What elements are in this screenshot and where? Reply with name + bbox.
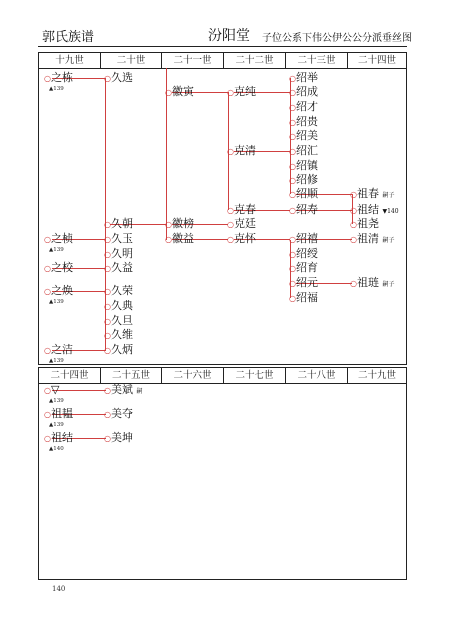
page-ref: ▲139: [49, 247, 64, 253]
person-node: ○久炳: [104, 343, 133, 356]
person-node: ○久明: [104, 247, 133, 260]
person-node: ○祖清 嗣子: [350, 232, 395, 245]
person-node: ○祖韫: [44, 407, 73, 420]
note: ▼140: [382, 208, 399, 215]
col-header-20: 二十世: [101, 53, 162, 69]
col-header-21: 二十一世: [162, 53, 224, 69]
person-node: ○克清: [227, 144, 256, 157]
person-node: ○克廷: [227, 217, 256, 230]
person-node: ○之桢: [44, 232, 73, 245]
col-header-29: 二十九世: [348, 368, 406, 384]
person-node: ○祖春 嗣子: [350, 187, 395, 200]
person-node: ○绍绶: [289, 247, 318, 260]
person-node: ○绍贵: [289, 115, 318, 128]
person-node: ○久典: [104, 299, 133, 312]
col-header-22: 二十二世: [224, 53, 286, 69]
col-header-24: 二十四世: [348, 53, 406, 69]
col-header-23: 二十三世: [286, 53, 348, 69]
page-ref: ▲139: [49, 299, 64, 305]
person-node: ○绍美: [289, 129, 318, 142]
person-node: ○徽榜: [165, 217, 194, 230]
person-node: ○绍寿: [289, 203, 318, 216]
person-node: ○克纯: [227, 85, 256, 98]
person-node: ○绍福: [289, 291, 318, 304]
person-node: ○久荣: [104, 284, 133, 297]
person-node: ○▽: [44, 383, 60, 396]
col-header-25: 二十五世: [101, 368, 162, 384]
person-node: ○克春: [227, 203, 256, 216]
person-node: ○之洁: [44, 343, 73, 356]
note: 嗣子: [382, 281, 395, 288]
person-node: ○绍顺: [289, 187, 318, 200]
person-node: ○久旦: [104, 314, 133, 327]
person-node: ○绍禧: [289, 232, 318, 245]
person-node: ○美夺: [104, 407, 133, 420]
col-header-26: 二十六世: [162, 368, 224, 384]
person-node: ○绍修: [289, 173, 318, 186]
person-node: ○绍育: [289, 261, 318, 274]
person-node: ○久玉: [104, 232, 133, 245]
person-node: ○久朝: [104, 217, 133, 230]
lineage-table-2: [38, 367, 407, 580]
person-node: ○之校: [44, 261, 73, 274]
page-ref: ▲139: [49, 398, 64, 404]
person-node: ○美斌 嗣: [104, 383, 143, 396]
person-node: ○绍镇: [289, 159, 318, 172]
col-header-24: 二十四世: [39, 368, 101, 384]
person-node: ○绍汇: [289, 144, 318, 157]
person-node: ○久选: [104, 71, 133, 84]
person-node: ○久益: [104, 261, 133, 274]
book-title: 郭氏族谱: [42, 30, 95, 45]
note: 嗣: [136, 388, 143, 395]
col-header-28: 二十八世: [286, 368, 348, 384]
col-header-27: 二十七世: [224, 368, 286, 384]
person-node: ○之栋: [44, 71, 73, 84]
page-ref: ▲139: [49, 86, 64, 92]
page-number: 140: [52, 585, 66, 593]
person-node: ○之焕: [44, 284, 73, 297]
person-node: ○祖结: [44, 431, 73, 444]
note: 嗣子: [382, 192, 395, 199]
person-node: ○绍举: [289, 71, 318, 84]
person-node: ○绍元: [289, 276, 318, 289]
person-node: ○美坤: [104, 431, 133, 444]
hall-name: 汾阳堂: [208, 28, 250, 44]
page-ref: ▲139: [49, 422, 64, 428]
person-node: ○久维: [104, 328, 133, 341]
person-node: ○绍成: [289, 85, 318, 98]
chart-title: 子位公系下伟公伊公公分派垂丝图: [262, 33, 412, 44]
person-node: ○祖尧: [350, 217, 379, 230]
person-node: ○克怀: [227, 232, 256, 245]
person-node: ○徽寅: [165, 85, 194, 98]
col-header-19: 十九世: [39, 53, 101, 69]
person-node: ○绍才: [289, 100, 318, 113]
connector: [52, 390, 106, 391]
person-node: ○徽益: [165, 232, 194, 245]
page-ref: ▲140: [49, 446, 64, 452]
page-ref: ▲139: [49, 358, 64, 364]
person-node: ○祖琏 嗣子: [350, 276, 395, 289]
person-node: ○祖结 ▼140: [350, 203, 399, 216]
note: 嗣子: [382, 237, 395, 244]
header-rule: [38, 46, 407, 47]
